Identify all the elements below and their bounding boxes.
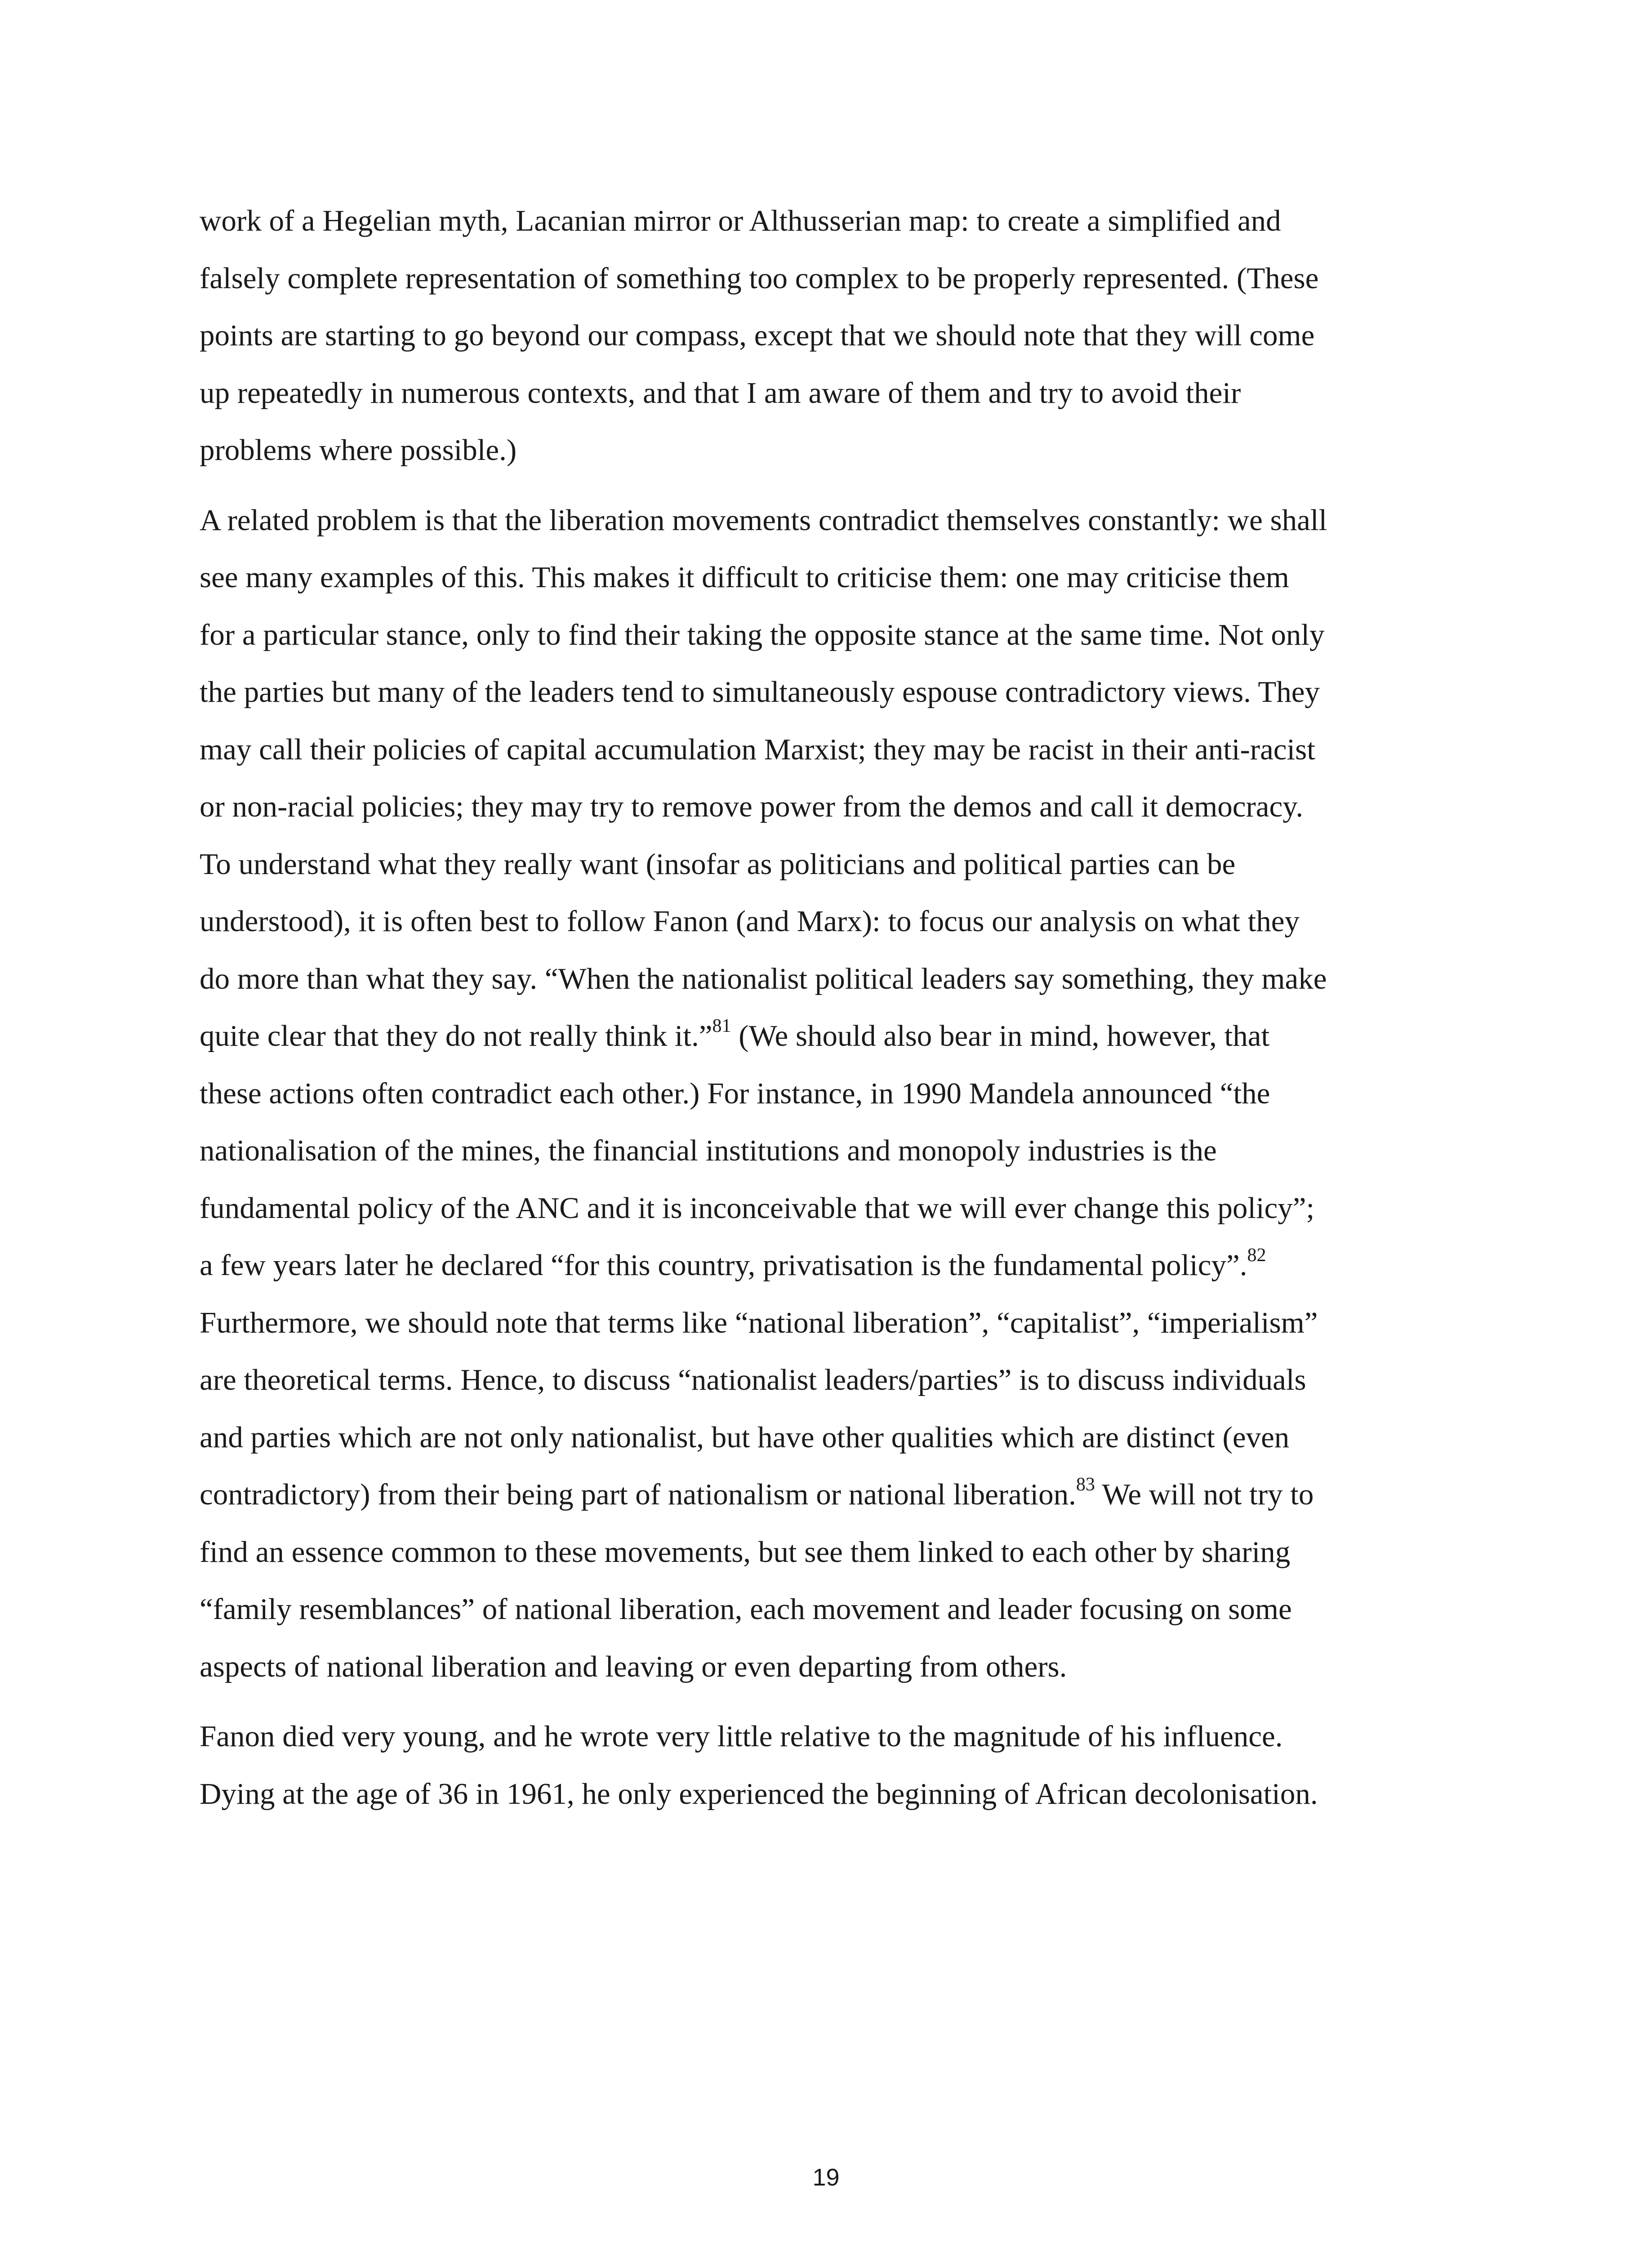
line-text: work of a Hegelian myth, Lacanian mirror or Althusserian map: to create a simplified and bbox=[200, 204, 1281, 237]
text-line bbox=[200, 1351, 1454, 1409]
line-text: for a particular stance, only to find their taking the opposite stance at the same time. Not only bbox=[200, 618, 1325, 651]
text-line bbox=[200, 1409, 1454, 1467]
line-text: and parties which are not only nationalist, but have other qualities which are distinct (even bbox=[200, 1420, 1290, 1454]
line-text: are theoretical terms. Hence, to discuss “nationalist leaders/parties” is to discuss individuals bbox=[200, 1363, 1306, 1396]
line-text: problems where possible.) bbox=[200, 433, 517, 467]
text-line bbox=[200, 365, 1454, 422]
line-text: see many examples of this. This makes it difficult to criticise them: one may criticise them bbox=[200, 561, 1289, 594]
text-line bbox=[200, 1237, 1454, 1294]
paragraph bbox=[200, 492, 1454, 1696]
text-line bbox=[200, 250, 1454, 308]
text-line bbox=[200, 492, 1454, 549]
text-line bbox=[200, 607, 1454, 664]
text-line bbox=[200, 1581, 1454, 1638]
line-text: a few years later he declared “for this country, privatisation is the fundamental policy”. bbox=[200, 1249, 1247, 1282]
line-text: points are starting to go beyond our compass, except that we should note that they will come bbox=[200, 319, 1315, 352]
text-line bbox=[200, 778, 1454, 836]
footnote-marker[interactable]: 81 bbox=[712, 1015, 731, 1036]
text-line bbox=[200, 192, 1454, 250]
line-text: Furthermore, we should note that terms like “national liberation”, “capitalist”, “imperialism” bbox=[200, 1306, 1318, 1339]
line-text: find an essence common to these movements, but see them linked to each other by sharing bbox=[200, 1535, 1291, 1569]
paragraph bbox=[200, 1708, 1454, 1823]
line-text: these actions often contradict each other.) For instance, in 1990 Mandela announced “the bbox=[200, 1076, 1270, 1110]
line-text: contradictory) from their being part of nationalism or national liberation. bbox=[200, 1478, 1076, 1511]
line-text: Dying at the age of 36 in 1961, he only experienced the beginning of African decolonisation. bbox=[200, 1777, 1318, 1811]
line-text: “family resemblances” of national liberation, each movement and leader focusing on some bbox=[200, 1592, 1292, 1626]
text-line bbox=[200, 422, 1454, 479]
text-line bbox=[200, 1708, 1454, 1766]
line-text: up repeatedly in numerous contexts, and that I am aware of them and try to avoid their bbox=[200, 376, 1241, 410]
line-text: falsely complete representation of something too complex to be properly represented. (These bbox=[200, 261, 1319, 295]
line-text: understood), it is often best to follow Fanon (and Marx): to focus our analysis on what they bbox=[200, 905, 1300, 938]
line-text: aspects of national liberation and leaving or even departing from others. bbox=[200, 1650, 1067, 1683]
line-text: fundamental policy of the ANC and it is inconceivable that we will ever change this policy”; bbox=[200, 1191, 1315, 1225]
text-line bbox=[200, 1466, 1454, 1524]
footnote-marker[interactable]: 82 bbox=[1247, 1244, 1266, 1266]
text-line bbox=[200, 549, 1454, 607]
line-text: may call their policies of capital accumulation Marxist; they may be racist in their anti-racist bbox=[200, 732, 1315, 766]
text-line bbox=[200, 893, 1454, 950]
text-line bbox=[200, 836, 1454, 893]
text-line bbox=[200, 721, 1454, 779]
line-text: the parties but many of the leaders tend to simultaneously espouse contradictory views. They bbox=[200, 675, 1320, 709]
text-line bbox=[200, 950, 1454, 1008]
line-text-continued: We will not try to bbox=[1095, 1478, 1314, 1511]
line-text: quite clear that they do not really think it.” bbox=[200, 1019, 712, 1053]
text-line bbox=[200, 1122, 1454, 1180]
line-text: or non-racial policies; they may try to remove power from the demos and call it democracy. bbox=[200, 790, 1304, 823]
text-line bbox=[200, 664, 1454, 721]
text-line bbox=[200, 1294, 1454, 1352]
line-text: do more than what they say. “When the nationalist political leaders say something, they make bbox=[200, 962, 1327, 995]
text-line bbox=[200, 1638, 1454, 1696]
text-line bbox=[200, 1524, 1454, 1581]
line-text: Fanon died very young, and he wrote very little relative to the magnitude of his influence. bbox=[200, 1720, 1283, 1753]
body-text bbox=[200, 192, 1454, 1835]
line-text: nationalisation of the mines, the financial institutions and monopoly industries is the bbox=[200, 1134, 1217, 1167]
line-text: A related problem is that the liberation movements contradict themselves constantly: we shall bbox=[200, 503, 1327, 537]
text-line bbox=[200, 1065, 1454, 1123]
paragraph bbox=[200, 192, 1454, 479]
text-line bbox=[200, 1180, 1454, 1237]
footnote-marker[interactable]: 83 bbox=[1076, 1474, 1095, 1495]
line-text: To understand what they really want (insofar as politicians and political parties can be bbox=[200, 847, 1236, 881]
page-number: 19 bbox=[812, 2164, 840, 2191]
text-line bbox=[200, 1766, 1454, 1823]
text-line bbox=[200, 1008, 1454, 1065]
text-line bbox=[200, 307, 1454, 365]
line-text-continued: (We should also bear in mind, however, that bbox=[731, 1019, 1270, 1053]
